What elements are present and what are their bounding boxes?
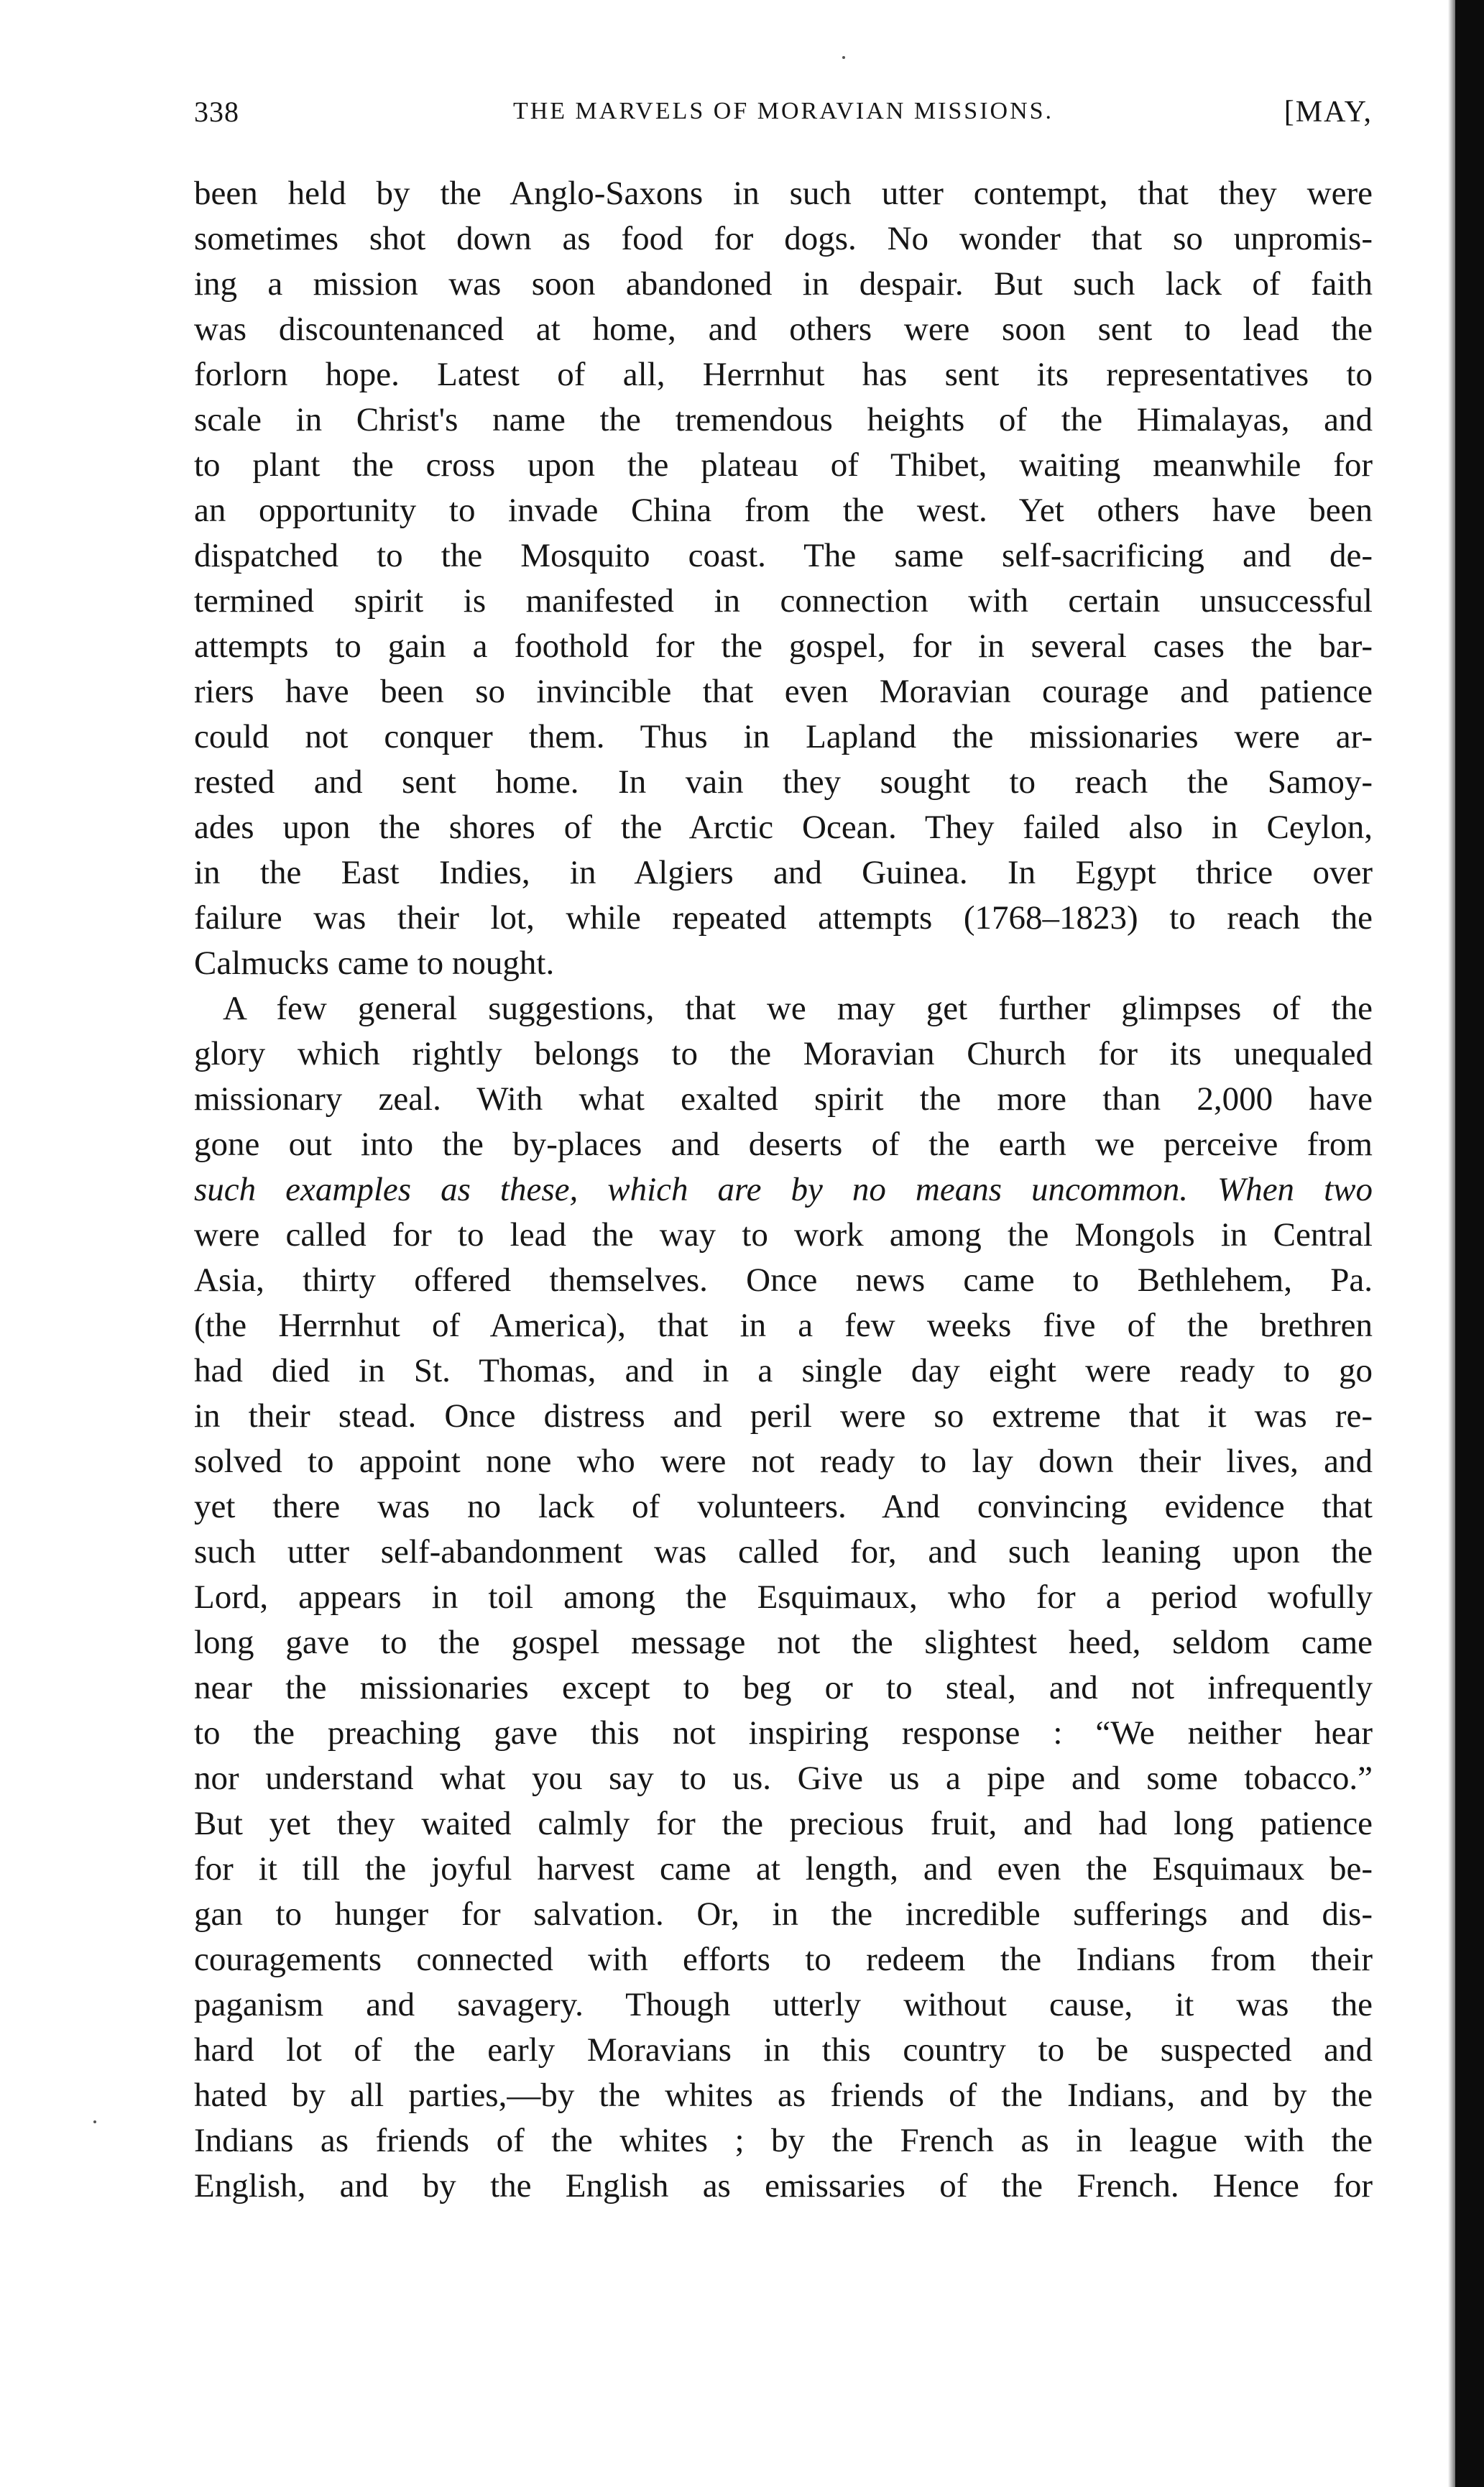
text-line: such utter self-abandonment was called for, and such leaning upon the	[194, 1533, 1373, 1571]
text-line: could not conquer them. Thus in Lapland the missionaries were ar-	[194, 718, 1373, 755]
text-line: had died in St. Thomas, and in a single day eight were ready to go	[194, 1352, 1373, 1389]
text-line: been held by the Anglo-Saxons in such utter contempt, that they were	[194, 175, 1373, 212]
paragraph-start-line: A few general suggestions, that we may get further glimpses of the	[223, 990, 1373, 1027]
text-line: solved to appoint none who were not ready to lay down their lives, and	[194, 1443, 1373, 1480]
text-line: were called for to lead the way to work among the Mongols in Central	[194, 1216, 1373, 1254]
text-line: (the Herrnhut of America), that in a few weeks five of the brethren	[194, 1307, 1373, 1344]
text-line: scale in Christ's name the tremendous heights of the Himalayas, and	[194, 401, 1373, 438]
text-line: riers have been so invincible that even Moravian courage and patience	[194, 673, 1373, 710]
text-line: ing a mission was soon abandoned in despair. But such lack of faith	[194, 265, 1373, 303]
text-line: forlorn hope. Latest of all, Herrnhut has sent its representatives to	[194, 356, 1373, 393]
text-line: glory which rightly belongs to the Moravian Church for its unequaled	[194, 1035, 1373, 1072]
text-line: termined spirit is manifested in connection with certain unsuccessful	[194, 582, 1373, 620]
text-line: was discountenanced at home, and others were soon sent to lead the	[194, 311, 1373, 348]
italic-phrase: such examples as these, which are by no means uncommon. When two	[194, 1171, 1373, 1208]
text-line: long gave to the gospel message not the slightest heed, seldom came	[194, 1624, 1373, 1661]
paragraph-end-line: Calmucks came to nought.	[194, 944, 555, 982]
italic-text-line	[194, 1167, 1373, 1213]
text-line: sometimes shot down as food for dogs. No wonder that so unpromis-	[194, 220, 1373, 257]
text-line: for it till the joyful harvest came at length, and even the Esquimaux be-	[194, 1850, 1373, 1888]
text-line: English, and by the English as emissaries of the French. Hence for	[194, 2167, 1373, 2205]
text-line: dispatched to the Mosquito coast. The same self-sacrificing and de-	[194, 537, 1373, 574]
text-line: attempts to gain a foothold for the gospel, for in several cases the bar-	[194, 628, 1373, 665]
text-line: But yet they waited calmly for the precious fruit, and had long patience	[194, 1805, 1373, 1842]
binding-edge	[1455, 0, 1484, 2487]
text-line: gone out into the by-places and deserts of the earth we perceive from	[194, 1126, 1373, 1163]
text-line: to plant the cross upon the plateau of Thibet, waiting meanwhile for	[194, 446, 1373, 484]
running-title: THE MARVELS OF MORAVIAN MISSIONS.	[512, 98, 1054, 124]
text-line: rested and sent home. In vain they sought to reach the Samoy-	[194, 763, 1373, 801]
text-line: an opportunity to invade China from the west. Yet others have been	[194, 492, 1373, 529]
scan-speck	[842, 56, 845, 59]
text-line: in their stead. Once distress and peril were so extreme that it was re-	[194, 1397, 1373, 1435]
text-line: ades upon the shores of the Arctic Ocean. They failed also in Ceylon,	[194, 809, 1373, 846]
text-line: hated by all parties,—by the whites as friends of the Indians, and by the	[194, 2077, 1373, 2114]
text-line: to the preaching gave this not inspiring response : “We neither hear	[194, 1714, 1373, 1752]
article-body	[194, 171, 1373, 2209]
header-month: [MAY,	[1283, 96, 1373, 129]
text-line: nor understand what you say to us. Give us a pipe and some tobacco.”	[194, 1760, 1373, 1797]
text-line: failure was their lot, while repeated attempts (1768–1823) to reach the	[194, 899, 1373, 937]
text-line: Indians as friends of the whites ; by the French as in league with the	[194, 2122, 1373, 2159]
page-header	[194, 95, 1373, 138]
binding-shadow	[1448, 0, 1455, 2487]
text-line: in the East Indies, in Algiers and Guinea. In Egypt thrice over	[194, 854, 1373, 891]
scan-speck	[93, 2120, 96, 2123]
text-line: Asia, thirty offered themselves. Once news came to Bethlehem, Pa.	[194, 1261, 1373, 1299]
text-line: near the missionaries except to beg or to steal, and not infrequently	[194, 1669, 1373, 1706]
text-line: hard lot of the early Moravians in this country to be suspected and	[194, 2031, 1373, 2069]
text-line: Lord, appears in toil among the Esquimaux, who for a period wofully	[194, 1578, 1373, 1616]
text-line: paganism and savagery. Though utterly without cause, it was the	[194, 1986, 1373, 2023]
page-number: 338	[194, 96, 239, 128]
text-line: couragements connected with efforts to redeem the Indians from their	[194, 1941, 1373, 1978]
text-line: missionary zeal. With what exalted spirit the more than 2,000 have	[194, 1080, 1373, 1118]
text-line: gan to hunger for salvation. Or, in the incredible sufferings and dis-	[194, 1895, 1373, 1933]
text-line: yet there was no lack of volunteers. And convincing evidence that	[194, 1488, 1373, 1525]
